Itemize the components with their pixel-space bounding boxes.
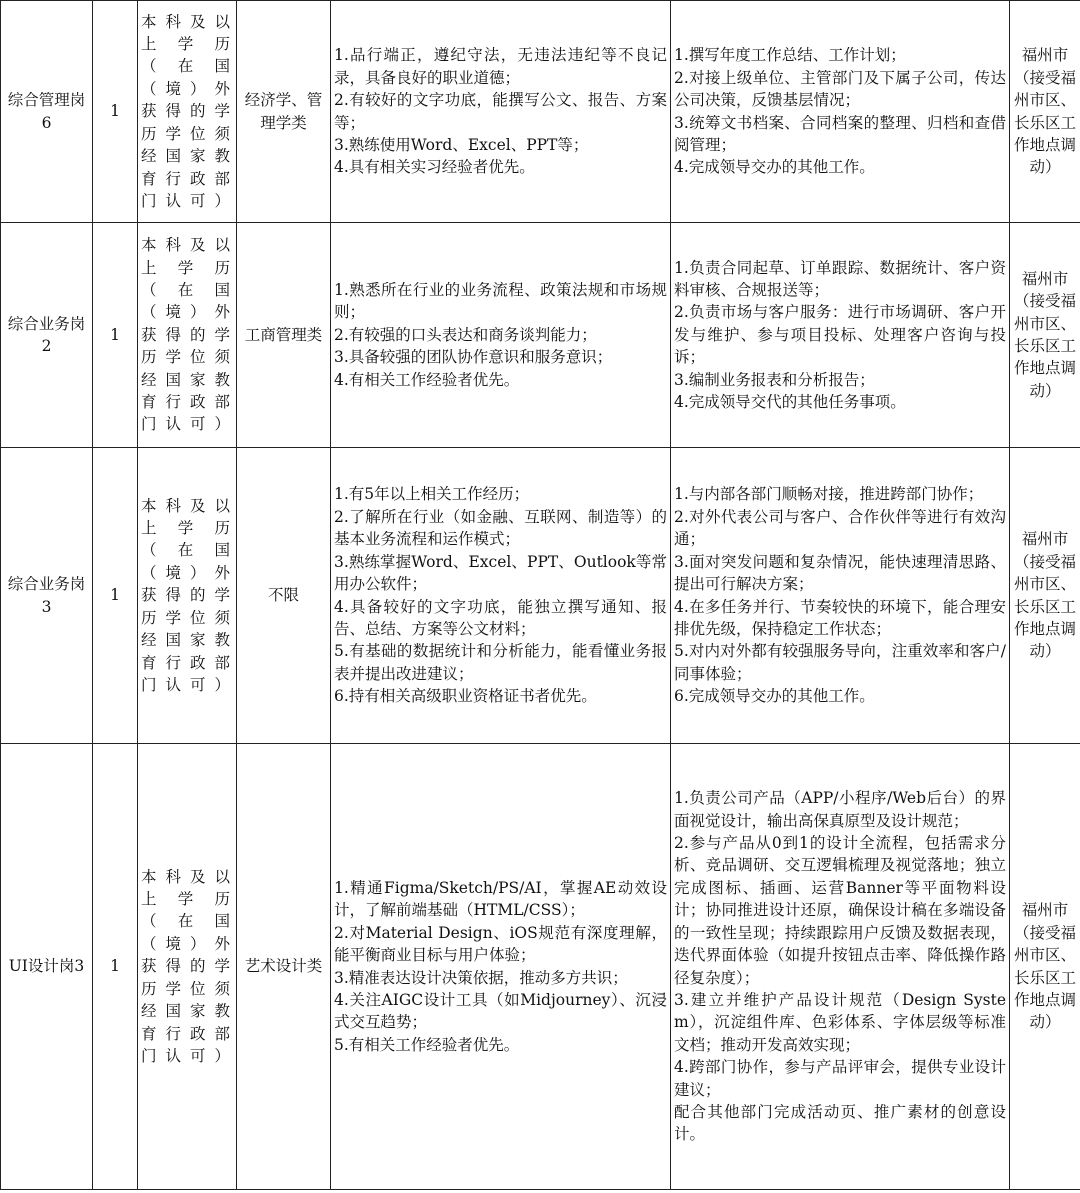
duty-item: 3.建立并维护产品设计规范（Design System），沉淀组件库、色彩体系、字体层级等标准文档；推动开发高效实现； xyxy=(674,990,1006,1054)
job-duties xyxy=(671,448,1010,744)
duty-item: 1.负责公司产品（APP/小程序/Web后台）的界面视觉设计，输出高保真原型及设计规范； xyxy=(674,789,1006,830)
requirement-item: 5.有基础的数据统计和分析能力，能看懂业务报表并提出改进建议； xyxy=(334,642,667,683)
job-requirements xyxy=(331,448,671,744)
headcount: 1 xyxy=(93,448,138,744)
requirement-item: 5.有相关工作经验者优先。 xyxy=(334,1035,520,1054)
requirement-item: 1.精通Figma/Sketch/PS/AI，掌握AE动效设计，了解前端基础（HTML/CSS）； xyxy=(334,878,667,920)
duty-item: 2.对外代表公司与客户、合作伙伴等进行有效沟通； xyxy=(674,507,1006,549)
requirement-item: 4.关注AIGC设计工具（如Midjourney）、沉浸式交互趋势； xyxy=(334,990,667,1032)
education-requirement: 本科及以上学历（在国（境）外获得的学历学位须经国家教育行政部门认可） xyxy=(138,223,237,448)
requirement-item: 4.有相关工作经验者优先。 xyxy=(334,370,520,389)
requirement-item: 1.有5年以上相关工作经历； xyxy=(334,485,530,504)
duty-item: 3.面对突发问题和复杂情况，能快速理清思路、提出可行解决方案； xyxy=(674,552,1006,594)
major-requirement: 艺术设计类 xyxy=(237,744,331,1190)
duty-item: 4.完成领导交办的其他工作。 xyxy=(674,158,875,177)
duty-item: 6.完成领导交办的其他工作。 xyxy=(674,687,875,706)
duty-item: 1.撰写年度工作总结、工作计划； xyxy=(674,46,906,65)
duty-item: 4.完成领导交代的其他任务事项。 xyxy=(674,393,906,412)
duty-item: 3.编制业务报表和分析报告； xyxy=(674,370,875,389)
job-requirements xyxy=(331,744,671,1190)
duty-item: 4.在多任务并行、节奏较快的环境下，能合理安排优先级，保持稳定工作状态； xyxy=(674,597,1006,638)
education-requirement: 本科及以上学历（在国（境）外获得的学历学位须经国家教育行政部门认可） xyxy=(138,744,237,1190)
requirement-item: 2.对Material Design、iOS规范有深度理解，能平衡商业目标与用户体验； xyxy=(334,923,667,965)
post-name: 综合业务岗3 xyxy=(1,448,93,744)
table-row xyxy=(1,223,1080,448)
work-location: 福州市（接受福州市区、长乐区工作地点调动） xyxy=(1010,448,1080,744)
requirement-item: 3.熟练掌握Word、Excel、PPT、Outlook等常用办公软件； xyxy=(334,552,667,594)
requirement-item: 3.精准表达设计决策依据，推动多方共识； xyxy=(334,968,628,987)
post-name: UI设计岗3 xyxy=(1,744,93,1190)
requirement-item: 3.熟练使用Word、Excel、PPT等； xyxy=(334,135,589,154)
duty-item: 2.负责市场与客户服务：进行市场调研、客户开发与维护、参与项目投标、处理客户咨询与投诉； xyxy=(674,303,1006,367)
job-requirements xyxy=(331,1,671,223)
headcount: 1 xyxy=(93,744,138,1190)
major-requirement: 不限 xyxy=(237,448,331,744)
major-requirement: 经济学、管理学类 xyxy=(237,1,331,223)
education-requirement: 本科及以上学历（在国（境）外获得的学历学位须经国家教育行政部门认可） xyxy=(138,448,237,744)
table-row xyxy=(1,448,1080,744)
duty-item: 4.跨部门协作，参与产品评审会，提供专业设计建议； xyxy=(674,1058,1006,1099)
table-row xyxy=(1,744,1080,1190)
post-name: 综合业务岗2 xyxy=(1,223,93,448)
major-requirement: 工商管理类 xyxy=(237,223,331,448)
work-location: 福州市（接受福州市区、长乐区工作地点调动） xyxy=(1010,744,1080,1190)
job-duties xyxy=(671,223,1010,448)
requirement-item: 2.有较强的口头表达和商务谈判能力； xyxy=(334,325,597,344)
duty-item: 2.对接上级单位、主管部门及下属子公司，传达公司决策，反馈基层情况； xyxy=(674,68,1006,110)
work-location: 福州市（接受福州市区、长乐区工作地点调动） xyxy=(1010,1,1080,223)
job-duties xyxy=(671,1,1010,223)
post-name: 综合管理岗6 xyxy=(1,1,93,223)
duty-item: 配合其他部门完成活动页、推广素材的创意设计。 xyxy=(674,1102,1006,1144)
requirement-item: 3.具备较强的团队协作意识和服务意识； xyxy=(334,348,613,367)
requirement-item: 1.熟悉所在行业的业务流程、政策法规和市场规则； xyxy=(334,280,667,322)
job-requirements xyxy=(331,223,671,448)
requirement-item: 6.持有相关高级职业资格证书者优先。 xyxy=(334,687,597,706)
duty-item: 1.负责合同起草、订单跟踪、数据统计、客户资料审核、合规报送等； xyxy=(674,258,1006,299)
table-row xyxy=(1,1,1080,223)
headcount: 1 xyxy=(93,1,138,223)
requirement-item: 4.具备较好的文字功底，能独立撰写通知、报告、总结、方案等公文材料； xyxy=(334,597,667,638)
requirement-item: 2.了解所在行业（如金融、互联网、制造等）的基本业务流程和运作模式； xyxy=(334,507,667,549)
requirement-item: 1.品行端正，遵纪守法，无违法违纪等不良记录，具备良好的职业道德； xyxy=(334,46,667,87)
duty-item: 5.对内对外都有较强服务导向，注重效率和客户/同事体验； xyxy=(674,642,1006,683)
requirement-item: 4.具有相关实习经验者优先。 xyxy=(334,158,535,177)
duty-item: 1.与内部各部门顺畅对接，推进跨部门协作； xyxy=(674,485,984,504)
requirement-item: 2.有较好的文字功底，能撰写公文、报告、方案等； xyxy=(334,91,667,132)
duty-item: 2.参与产品从0到1的设计全流程，包括需求分析、竞品调研、交互逻辑梳理及视觉落地；独立完成图标、插画、运营Banner等平面物料设计；协同推进设计还原，确保设计稿在多端设备的一致性呈现；持续跟踪用户反馈及数据表现，迭代界面体验（如提升按钮点击率、降低操作路径复杂度）； xyxy=(674,834,1006,987)
job-duties xyxy=(671,744,1010,1190)
headcount: 1 xyxy=(93,223,138,448)
duty-item: 3.统筹文书档案、合同档案的整理、归档和查借阅管理； xyxy=(674,113,1006,154)
work-location: 福州市（接受福州市区、长乐区工作地点调动） xyxy=(1010,223,1080,448)
education-requirement: 本科及以上学历（在国（境）外获得的学历学位须经国家教育行政部门认可） xyxy=(138,1,237,223)
